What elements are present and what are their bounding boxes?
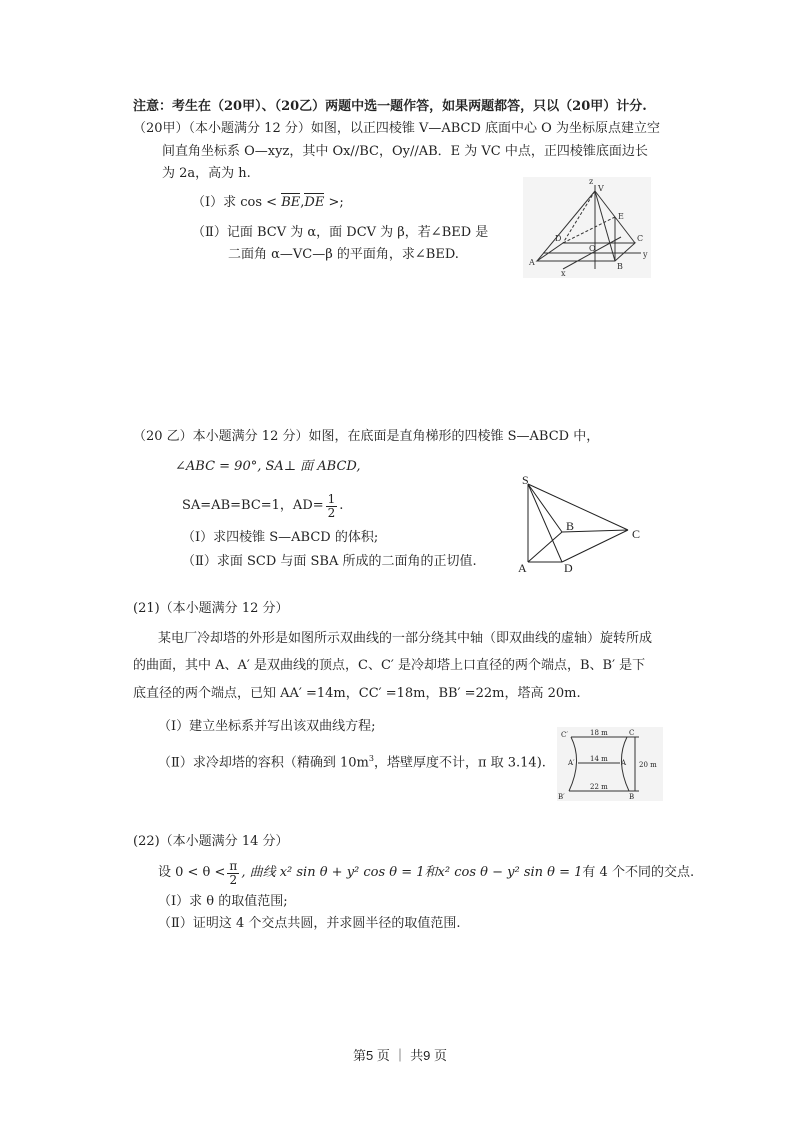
q20a-part1-prefix: （Ⅰ）求 cos < <box>192 195 278 210</box>
q20b-part2: （Ⅱ）求面 SCD 与面 SBA 所成的二面角的正切值. <box>182 554 477 569</box>
fraction-pi-over-two <box>227 860 239 887</box>
q21-heading: (21)（本小题满分 12 分） <box>133 601 289 616</box>
q22-cond-suffix: 有 4 个不同的交点. <box>582 865 695 880</box>
fig-label-d: D <box>555 234 562 243</box>
pyramid-figure <box>523 177 651 278</box>
label-b: B <box>629 793 635 801</box>
trapezoid-pyramid-figure <box>510 474 650 574</box>
notice-text: 注意：考生在（20甲）、（20乙）两题中选一题作答，如果两题都答，只以（20甲）计分. <box>133 99 647 114</box>
fig-label-o: O <box>589 244 596 253</box>
q22-cond-equations: , 曲线 x² sin θ + y² cos θ = 1和x² cos θ − y² sin θ = 1 <box>241 865 583 880</box>
q20a-line2: 间直角坐标系 O—xyz，其中 Ox//BC，Oy//AB．E 为 VC 中点，正四棱锥底面边长 <box>162 144 648 159</box>
q20b-cond2-prefix: SA=AB=BC=1，AD= <box>182 498 324 513</box>
cooling-tower-figure <box>557 727 663 801</box>
label-mid-diameter: 14 m <box>590 755 608 763</box>
fig-label-c: C <box>637 234 644 243</box>
fig-label-e: E <box>618 212 624 221</box>
label-height: 20 m <box>639 761 657 769</box>
q20b-condition1: ∠ABC = 90°, SA⊥ 面 ABCD, <box>175 459 361 474</box>
fig-label-b: B <box>566 519 575 533</box>
q22-part1: （Ⅰ）求 θ 的取值范围; <box>158 894 288 909</box>
page-footer: 第5 页 ｜ 共9 页 <box>353 1048 447 1063</box>
q21-para2: 的曲面，其中 A、A′ 是双曲线的顶点，C、C′ 是冷却塔上口直径的两个端点，B、B′ 是下 <box>133 658 646 673</box>
figure-background <box>523 177 651 278</box>
q20a-line3: 为 2a，高为 h. <box>162 166 251 181</box>
q21-part1: （Ⅰ）建立坐标系并写出该双曲线方程; <box>158 719 376 734</box>
fraction-denominator: 2 <box>229 872 238 887</box>
q21-para3: 底直径的两个端点，已知 AA′ =14m，CC′ =18m，BB′ =22m，塔高 20m. <box>133 686 581 701</box>
q20a-part1-suffix: >; <box>328 195 344 210</box>
q20b-cond2-suffix: . <box>339 498 344 513</box>
edge-ab <box>528 532 562 562</box>
q21-part2-sup: 3 <box>368 754 374 763</box>
vector-de: DE <box>304 195 325 210</box>
q20b-part1: （Ⅰ）求四棱锥 S—ABCD 的体积; <box>182 530 379 545</box>
q22-heading: (22)（本小题满分 14 分） <box>133 834 289 849</box>
edge-sb <box>528 484 562 532</box>
edge-sc <box>528 484 628 530</box>
fig-label-v: V <box>598 184 604 193</box>
label-top-diameter: 18 m <box>590 729 608 737</box>
label-c-prime: C′ <box>561 731 568 739</box>
fraction-one-half <box>326 493 338 520</box>
fraction-numerator: 1 <box>327 491 336 506</box>
q21-part2-suffix: ，塔壁厚度不计，π 取 3.14). <box>373 755 546 771</box>
label-b-prime: B′ <box>558 793 565 801</box>
q21-part2 <box>158 751 546 771</box>
fig-label-s: S <box>522 474 529 487</box>
fig-label-b: B <box>617 262 623 271</box>
vector-be: BE <box>281 195 301 210</box>
q20b-heading: （20 乙）本小题满分 12 分）如图，在底面是直角梯形的四棱锥 S—ABCD 中， <box>133 429 600 444</box>
label-a: A <box>621 759 627 767</box>
fig-label-x: x <box>561 269 566 278</box>
q20a-part2-line2: 二面角 α—VC—β 的平面角，求∠BED. <box>228 247 459 262</box>
q21-para1: 某电厂冷却塔的外形是如图所示双曲线的一部分绕其中轴（即双曲线的虚轴）旋转所成 <box>158 631 653 646</box>
edge-sd <box>528 484 562 562</box>
label-bot-diameter: 22 m <box>590 783 608 791</box>
fig-label-a: A <box>529 258 535 267</box>
q20a-part1 <box>192 193 344 211</box>
q22-cond-prefix: 设 0 < θ < <box>158 865 226 880</box>
q20a-part2-line1: （Ⅱ）记面 BCV 为 α，面 DCV 为 β，若∠BED 是 <box>192 225 489 240</box>
fig-label-d: D <box>564 561 573 574</box>
fig-label-c: C <box>632 527 641 541</box>
fig-label-a: A <box>518 561 527 574</box>
fig-label-y: y <box>643 250 648 259</box>
q20a-heading: （20甲）（本小题满分 12 分）如图，以正四棱锥 V—ABCD 底面中心 O 为坐标原点建立空 <box>133 121 660 136</box>
q22-condition <box>158 856 694 890</box>
label-c: C <box>629 729 635 737</box>
q20a-part1-sep: , <box>300 195 305 210</box>
fraction-numerator: π <box>229 858 238 873</box>
fraction-denominator: 2 <box>327 505 336 520</box>
q20b-condition2 <box>182 491 343 521</box>
label-a-prime: A′ <box>568 759 575 767</box>
fig-label-z: z <box>589 177 594 186</box>
q22-part2: （Ⅱ）证明这 4 个交点共圆，并求圆半径的取值范围. <box>158 916 461 931</box>
q21-part2-prefix: （Ⅱ）求冷却塔的容积（精确到 10m <box>158 755 369 771</box>
edge-dc <box>562 530 628 562</box>
